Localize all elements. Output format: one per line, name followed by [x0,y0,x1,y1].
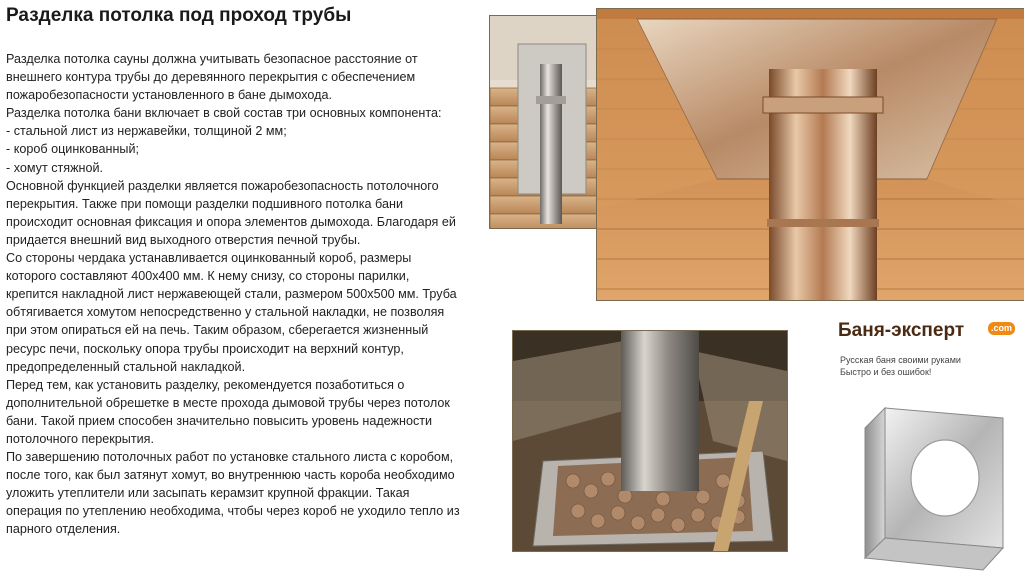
article-body [6,50,496,539]
article-line: внешнего контура трубы до деревянного перекрытия с обеспечением [6,70,416,85]
article-title: Разделка потолка под проход трубы [6,5,352,26]
article-line: операция по утеплению необходима, чтобы через короб не уходило тепло из [6,504,460,519]
article-line: происходит основная фиксация и опора элементов дымохода. Благодаря ей [6,214,456,229]
article-line: предопределенный стальной накладкой. [6,359,246,374]
article-line: ресурс печи, поскольку опора трубы происходит на верхний контур, [6,341,404,356]
article-line: Разделка потолка бани включает в свой состав три основных компонента: [6,106,442,121]
article-line: Перед тем, как установить разделку, рекомендуется позаботиться о [6,377,405,392]
article-line: крепится накладной лист нержавеющей стали, размером 500х500 мм. Труба [6,287,457,302]
article-line: - стальной лист из нержавейки, толщиной 2 мм; [6,124,287,139]
article-line: Разделка потолка сауны должна учитывать безопасное расстояние от [6,52,418,66]
article-line: пожаробезопасности установленного в бане дымохода. [6,88,332,103]
logo-badge: .com [988,322,1015,335]
article-line: обтягивается хомутом непосредственно у стальной накладки, не позволяя [6,305,445,320]
article-line: которого составляют 400х400 мм. К нему снизу, со стороны парилки, [6,269,410,284]
product-ceiling-box-image [855,398,1015,576]
logo-tagline-2: Быстро и без ошибок! [840,367,932,377]
article-line: перекрытия. Также при помощи разделки подшивного потолка бани [6,196,403,211]
article-line: придается внешний вид выходного отверстия печной трубы. [6,232,361,247]
site-logo[interactable] [838,320,1024,390]
photo-attic-box-insulation [512,330,788,552]
photo-pipe-ceiling-large [596,8,1024,301]
article-line: при этом опираться ей на печь. Таким образом, сберегается жизненный [6,323,429,338]
article-line: уложить утеплители или засыпать керамзит крупной фракции. Такая [6,486,410,501]
article-line: - короб оцинкованный; [6,142,139,157]
article-line: Со стороны чердака устанавливается оцинкованный короб, размеры [6,251,412,266]
article-line: парного отделения. [6,522,121,537]
logo-tagline-1: Русская баня своими руками [840,355,961,365]
article-line: Основной функцией разделки является пожаробезопасность потолочного [6,178,439,193]
article-line: после того, как был затянут хомут, во внутреннюю часть короба необходимо [6,468,455,483]
article-line: дополнительной обрешетке в месте прохода дымовой трубы через потолок [6,395,450,410]
logo-name: Баня-эксперт [838,320,965,341]
article-line: По завершению потолочных работ по установке стального листа с коробом, [6,450,454,465]
article-line: потолочного перекрытия. [6,431,154,446]
article-line: - хомут стяжной. [6,160,104,175]
article-line: бани. Такой прием способен значительно повысить уровень надежности [6,413,433,428]
